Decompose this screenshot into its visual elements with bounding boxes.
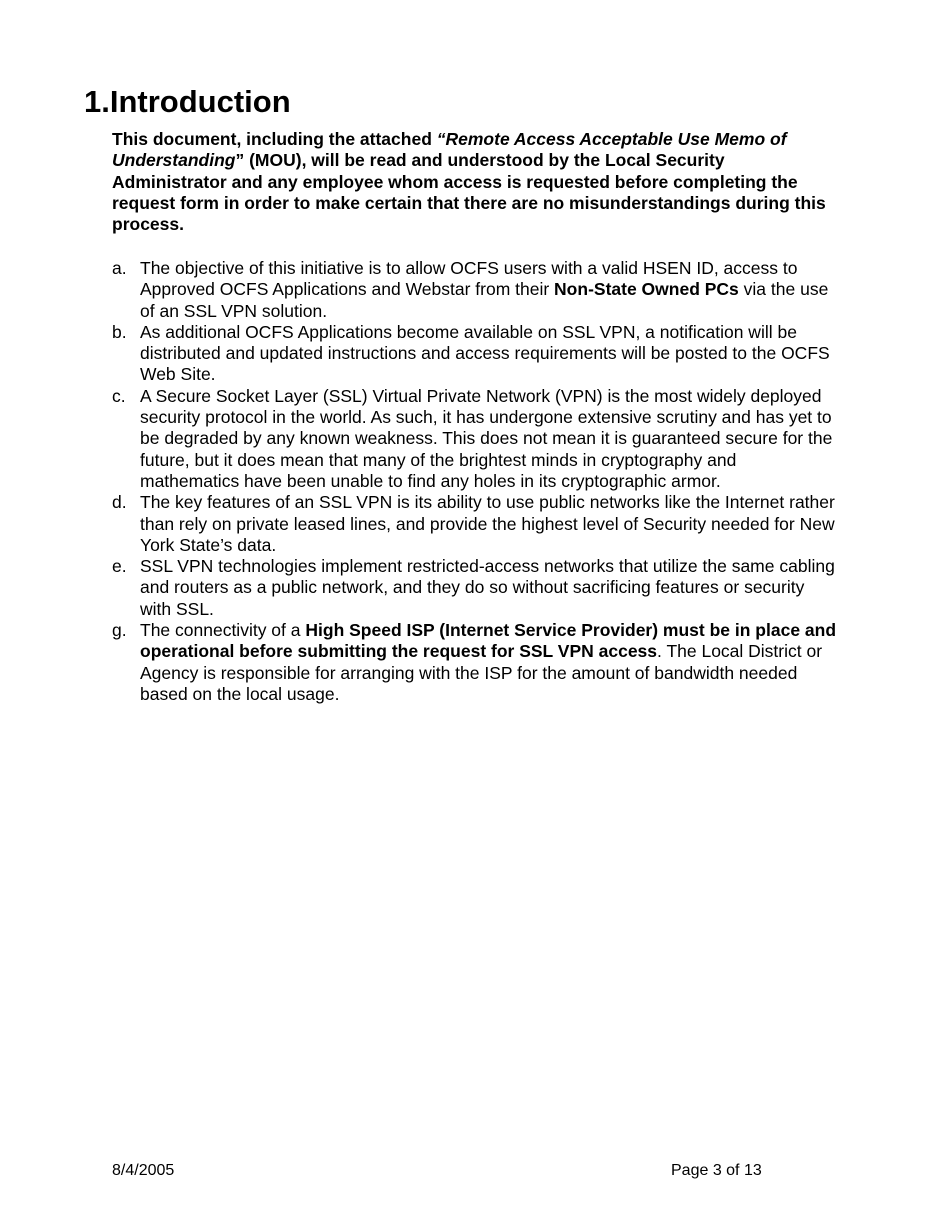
section-heading [84, 84, 291, 120]
list-item-bold: Non-State Owned PCs [554, 279, 739, 300]
list-marker: e. [112, 556, 127, 577]
list-item [112, 556, 840, 620]
list-item-text: As additional OCFS Applications become available on SSL VPN, a notification will be distributed and updated instructions and access requirements will be posted to the OCFS Web Site. [140, 321, 830, 385]
list-item-text-after: via the use of an SSL VPN solution. [140, 279, 829, 321]
list-item-text: The key features of an SSL VPN is its ability to use public networks like the Internet rather than rely on private leased lines, and provide the highest level of Security needed for New York State’s data. [140, 492, 835, 555]
list-marker: a. [112, 258, 127, 278]
intro-paragraph [112, 129, 840, 235]
list-marker: g. [112, 620, 127, 641]
list-marker: c. [112, 385, 126, 406]
intro-lead: This document, including the attached [112, 129, 437, 149]
memo-title: “Remote Access Acceptable Use Memo of Understanding [112, 129, 787, 171]
footer-date: 8/4/2005 [112, 1162, 175, 1179]
list-item-text-after: . The Local District or Agency is responsible for arranging with the ISP for the amount of bandwidth needed based on the local usage. [140, 641, 823, 704]
section-number: 1. [84, 84, 110, 119]
list-marker: d. [112, 492, 127, 513]
list-item [112, 386, 840, 492]
objectives-list [112, 258, 840, 705]
list-marker: b. [112, 321, 127, 342]
section-title: Introduction [109, 84, 291, 119]
list-item [112, 322, 840, 386]
intro-after-title: ” (MOU), will be read and understood by the Local Security Administrator and any employee whom access is requested before completing the request form in order to make certain that there are no misunderstandings during this process. [112, 150, 826, 235]
list-item-text: A Secure Socket Layer (SSL) Virtual Private Network (VPN) is the most widely deployed security protocol in the world. As such, it has undergone extensive scrutiny and has yet to be degraded by any known weakness. This does not mean it is guaranteed secure for the future, but it does mean that many of the brightest minds in cryptography and mathematics have been unable to find any holes in its cryptographic armor. [140, 385, 833, 491]
list-item [112, 620, 840, 705]
list-item-bold: High Speed ISP (Internet Service Provider) must be in place and operational before submitting the request for SSL VPN access [140, 620, 837, 662]
list-item [112, 492, 840, 556]
footer-page-number: Page 3 of 13 [671, 1162, 762, 1179]
list-item-text: The connectivity of a [140, 620, 306, 641]
list-item [112, 258, 840, 322]
list-item-text: The objective of this initiative is to allow OCFS users with a valid HSEN ID, access to Approved OCFS Applications and Webstar from their [140, 258, 798, 300]
list-item-text: SSL VPN technologies implement restricted-access networks that utilize the same cabling and routers as a public network, and they do so without sacrificing features or security with SSL. [140, 556, 835, 619]
